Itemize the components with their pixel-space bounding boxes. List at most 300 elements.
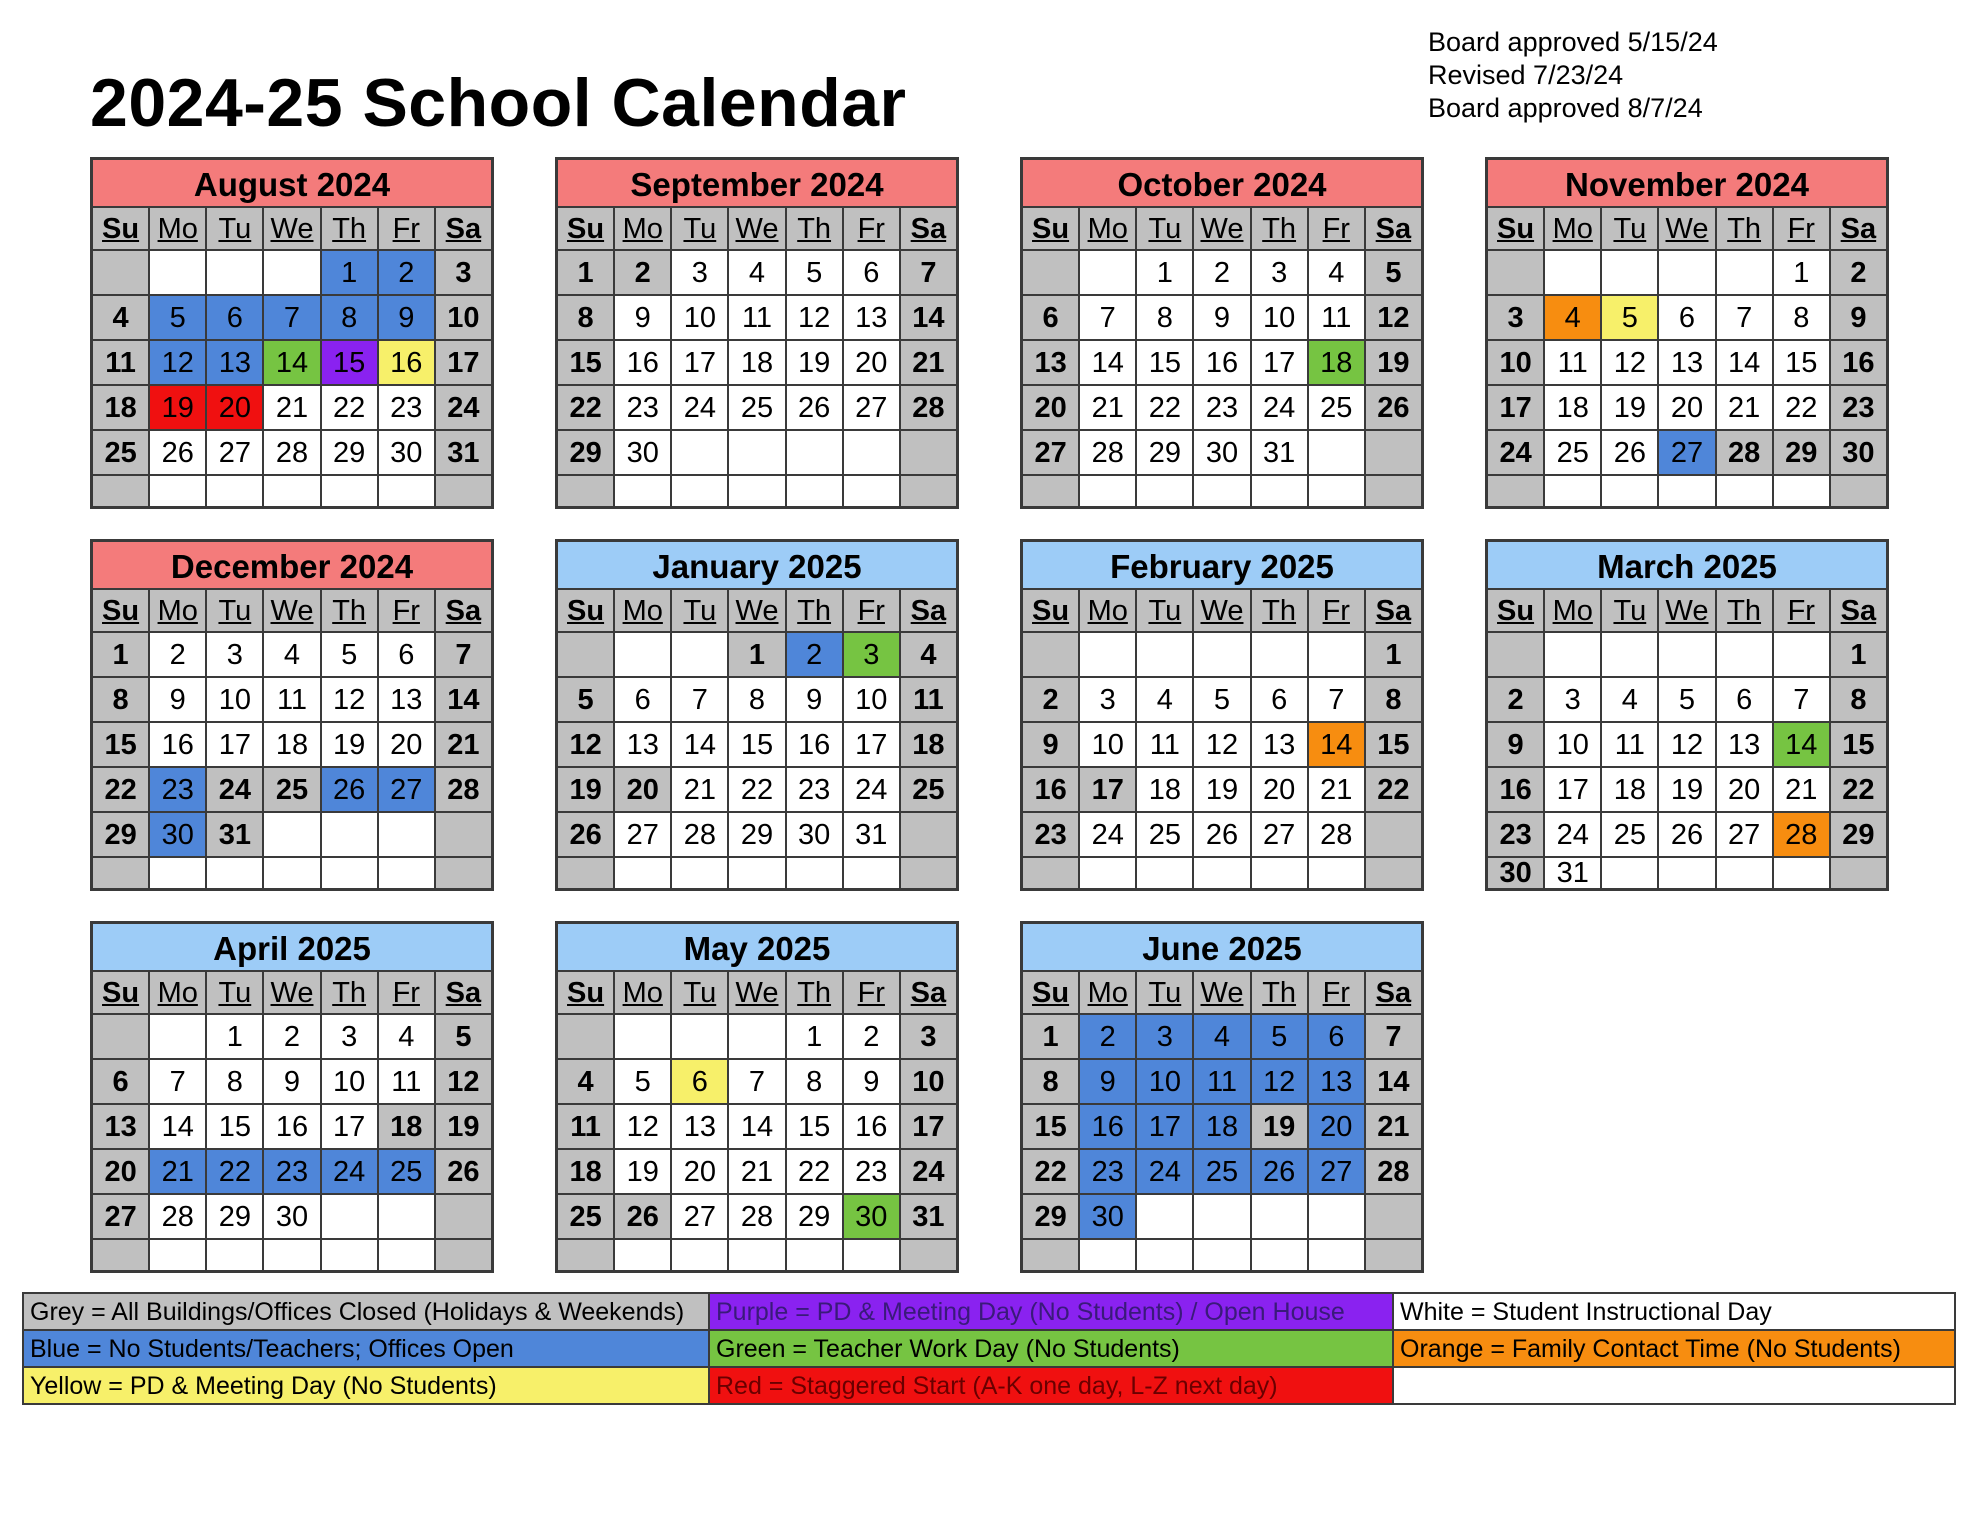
weekday-header: Mo bbox=[1545, 590, 1600, 631]
calendar-day: 27 bbox=[672, 1195, 727, 1238]
empty-day-cell bbox=[436, 1195, 491, 1238]
empty-day-cell bbox=[1366, 858, 1421, 888]
empty-day-cell bbox=[615, 858, 670, 888]
empty-day-cell bbox=[1309, 431, 1364, 474]
empty-day-cell bbox=[558, 1015, 613, 1058]
calendar-day: 4 bbox=[1194, 1015, 1249, 1058]
weekday-header: Mo bbox=[150, 590, 205, 631]
calendar-day: 12 bbox=[558, 723, 613, 766]
calendar-day: 8 bbox=[93, 678, 148, 721]
weekday-header: Th bbox=[787, 590, 842, 631]
calendar-day: 29 bbox=[207, 1195, 262, 1238]
calendar-day: 3 bbox=[901, 1015, 956, 1058]
month-calendar bbox=[90, 539, 494, 891]
calendar-day: 19 bbox=[1659, 768, 1714, 811]
month-calendar bbox=[1020, 157, 1424, 509]
legend-entry: Red = Staggered Start (A-K one day, L-Z next day) bbox=[710, 1368, 1392, 1403]
empty-day-cell bbox=[729, 858, 784, 888]
empty-day-cell bbox=[1309, 1240, 1364, 1270]
calendar-day: 26 bbox=[615, 1195, 670, 1238]
empty-day-cell bbox=[150, 476, 205, 506]
calendar-day: 8 bbox=[729, 678, 784, 721]
weekday-header: Su bbox=[1488, 590, 1543, 631]
calendar-day: 1 bbox=[93, 633, 148, 676]
calendar-day: 2 bbox=[150, 633, 205, 676]
approval-note: Board approved 5/15/24 bbox=[1428, 27, 1718, 57]
calendar-day: 2 bbox=[1080, 1015, 1135, 1058]
weekday-header: Mo bbox=[1080, 972, 1135, 1013]
weekday-header: Tu bbox=[1602, 208, 1657, 249]
empty-day-cell bbox=[1252, 858, 1307, 888]
calendar-day: 22 bbox=[1137, 386, 1192, 429]
weekday-header: Th bbox=[1717, 208, 1772, 249]
empty-day-cell bbox=[1545, 633, 1600, 676]
weekday-header: We bbox=[264, 972, 319, 1013]
calendar-day: 20 bbox=[1659, 386, 1714, 429]
calendar-day: 5 bbox=[615, 1060, 670, 1103]
empty-day-cell bbox=[1488, 633, 1543, 676]
empty-day-cell bbox=[1194, 476, 1249, 506]
empty-day-cell bbox=[672, 858, 727, 888]
day-grid bbox=[558, 208, 956, 506]
calendar-day: 26 bbox=[436, 1150, 491, 1193]
calendar-day: 28 bbox=[1366, 1150, 1421, 1193]
calendar-day: 8 bbox=[1774, 296, 1829, 339]
empty-day-cell bbox=[672, 431, 727, 474]
empty-day-cell bbox=[672, 476, 727, 506]
calendar-day: 10 bbox=[1080, 723, 1135, 766]
empty-day-cell bbox=[844, 476, 899, 506]
day-grid bbox=[93, 590, 491, 888]
weekday-header: Fr bbox=[844, 590, 899, 631]
calendar-day: 18 bbox=[93, 386, 148, 429]
calendar-day: 6 bbox=[672, 1060, 727, 1103]
weekday-header: Fr bbox=[1309, 208, 1364, 249]
weekday-header: Sa bbox=[436, 208, 491, 249]
calendar-day: 14 bbox=[1774, 723, 1829, 766]
calendar-day: 12 bbox=[787, 296, 842, 339]
weekday-header: We bbox=[1194, 590, 1249, 631]
calendar-day: 4 bbox=[901, 633, 956, 676]
calendar-day: 7 bbox=[1774, 678, 1829, 721]
empty-day-cell bbox=[93, 476, 148, 506]
calendar-day: 27 bbox=[844, 386, 899, 429]
calendar-day: 1 bbox=[1023, 1015, 1078, 1058]
calendar-day: 11 bbox=[93, 341, 148, 384]
calendar-day: 25 bbox=[729, 386, 784, 429]
calendar-day: 7 bbox=[150, 1060, 205, 1103]
empty-day-cell bbox=[322, 1195, 377, 1238]
month-title: January 2025 bbox=[558, 542, 956, 590]
calendar-day: 8 bbox=[558, 296, 613, 339]
calendar-day: 12 bbox=[436, 1060, 491, 1103]
calendar-day: 30 bbox=[844, 1195, 899, 1238]
empty-day-cell bbox=[379, 1195, 434, 1238]
month-calendar bbox=[90, 157, 494, 509]
empty-day-cell bbox=[1717, 858, 1772, 888]
calendar-day: 3 bbox=[207, 633, 262, 676]
calendar-day: 14 bbox=[1309, 723, 1364, 766]
calendar-day: 28 bbox=[901, 386, 956, 429]
calendar-day: 10 bbox=[436, 296, 491, 339]
month-title: June 2025 bbox=[1023, 924, 1421, 972]
calendar-day: 17 bbox=[844, 723, 899, 766]
calendar-day: 30 bbox=[1194, 431, 1249, 474]
month-calendar bbox=[90, 921, 494, 1273]
empty-day-cell bbox=[1831, 858, 1886, 888]
empty-day-cell bbox=[322, 813, 377, 856]
calendar-day: 16 bbox=[1023, 768, 1078, 811]
calendar-day: 11 bbox=[558, 1105, 613, 1148]
calendar-day: 14 bbox=[264, 341, 319, 384]
calendar-day: 29 bbox=[93, 813, 148, 856]
calendar-day: 5 bbox=[1659, 678, 1714, 721]
empty-day-cell bbox=[150, 1015, 205, 1058]
month-calendar bbox=[1020, 539, 1424, 891]
empty-day-cell bbox=[1137, 633, 1192, 676]
calendar-day: 7 bbox=[901, 251, 956, 294]
calendar-day: 24 bbox=[436, 386, 491, 429]
calendar-day: 13 bbox=[379, 678, 434, 721]
empty-day-cell bbox=[436, 476, 491, 506]
calendar-day: 23 bbox=[264, 1150, 319, 1193]
weekday-header: Fr bbox=[844, 972, 899, 1013]
weekday-header: Th bbox=[787, 972, 842, 1013]
calendar-day: 20 bbox=[672, 1150, 727, 1193]
weekday-header: Fr bbox=[379, 208, 434, 249]
calendar-day: 28 bbox=[1717, 431, 1772, 474]
weekday-header: Sa bbox=[1366, 590, 1421, 631]
calendar-day: 20 bbox=[1717, 768, 1772, 811]
weekday-header: Mo bbox=[1545, 208, 1600, 249]
calendar-day: 31 bbox=[844, 813, 899, 856]
empty-day-cell bbox=[787, 858, 842, 888]
calendar-day: 8 bbox=[787, 1060, 842, 1103]
color-legend bbox=[22, 1292, 1956, 1405]
empty-day-cell bbox=[1137, 1195, 1192, 1238]
calendar-day: 11 bbox=[1194, 1060, 1249, 1103]
calendar-day: 30 bbox=[264, 1195, 319, 1238]
day-grid bbox=[558, 972, 956, 1270]
calendar-day: 21 bbox=[1309, 768, 1364, 811]
calendar-day: 18 bbox=[1137, 768, 1192, 811]
calendar-day: 21 bbox=[1717, 386, 1772, 429]
calendar-day: 6 bbox=[1309, 1015, 1364, 1058]
calendar-day: 10 bbox=[322, 1060, 377, 1103]
calendar-day: 18 bbox=[379, 1105, 434, 1148]
empty-day-cell bbox=[1602, 476, 1657, 506]
calendar-day: 22 bbox=[1831, 768, 1886, 811]
calendar-day: 14 bbox=[901, 296, 956, 339]
weekday-header: Tu bbox=[207, 208, 262, 249]
empty-day-cell bbox=[322, 858, 377, 888]
calendar-day: 18 bbox=[1602, 768, 1657, 811]
calendar-day: 9 bbox=[787, 678, 842, 721]
calendar-day: 12 bbox=[615, 1105, 670, 1148]
calendar-day: 9 bbox=[844, 1060, 899, 1103]
empty-day-cell bbox=[1309, 476, 1364, 506]
calendar-day: 17 bbox=[1545, 768, 1600, 811]
calendar-day: 9 bbox=[264, 1060, 319, 1103]
legend-entry: Blue = No Students/Teachers; Offices Open bbox=[24, 1331, 708, 1366]
calendar-day: 25 bbox=[901, 768, 956, 811]
calendar-day: 20 bbox=[207, 386, 262, 429]
calendar-day: 9 bbox=[1194, 296, 1249, 339]
weekday-header: Tu bbox=[672, 208, 727, 249]
calendar-day: 19 bbox=[1602, 386, 1657, 429]
empty-day-cell bbox=[150, 858, 205, 888]
calendar-day: 2 bbox=[1194, 251, 1249, 294]
calendar-day: 1 bbox=[322, 251, 377, 294]
empty-day-cell bbox=[1488, 476, 1543, 506]
calendar-day: 23 bbox=[1194, 386, 1249, 429]
calendar-day: 20 bbox=[844, 341, 899, 384]
month-title: April 2025 bbox=[93, 924, 491, 972]
weekday-header: Fr bbox=[1774, 590, 1829, 631]
calendar-day: 26 bbox=[322, 768, 377, 811]
calendar-day: 4 bbox=[1309, 251, 1364, 294]
calendar-day: 24 bbox=[1137, 1150, 1192, 1193]
legend-entry: Yellow = PD & Meeting Day (No Students) bbox=[24, 1368, 708, 1403]
weekday-header: Sa bbox=[1831, 590, 1886, 631]
weekday-header: We bbox=[1194, 208, 1249, 249]
calendar-day: 19 bbox=[322, 723, 377, 766]
calendar-day: 12 bbox=[1366, 296, 1421, 339]
calendar-day: 15 bbox=[558, 341, 613, 384]
empty-day-cell bbox=[1023, 1240, 1078, 1270]
calendar-day: 6 bbox=[1252, 678, 1307, 721]
calendar-day: 21 bbox=[729, 1150, 784, 1193]
calendar-day: 7 bbox=[1080, 296, 1135, 339]
weekday-header: Fr bbox=[1309, 590, 1364, 631]
calendar-day: 16 bbox=[615, 341, 670, 384]
calendar-day: 20 bbox=[1252, 768, 1307, 811]
empty-day-cell bbox=[1137, 476, 1192, 506]
weekday-header: Th bbox=[1252, 590, 1307, 631]
calendar-day: 9 bbox=[615, 296, 670, 339]
calendar-day: 15 bbox=[1831, 723, 1886, 766]
calendar-day: 19 bbox=[436, 1105, 491, 1148]
calendar-day: 4 bbox=[93, 296, 148, 339]
calendar-day: 29 bbox=[1023, 1195, 1078, 1238]
calendar-day: 20 bbox=[93, 1150, 148, 1193]
calendar-day: 27 bbox=[207, 431, 262, 474]
empty-day-cell bbox=[1774, 476, 1829, 506]
calendar-day: 21 bbox=[436, 723, 491, 766]
empty-day-cell bbox=[558, 476, 613, 506]
calendar-day: 2 bbox=[787, 633, 842, 676]
calendar-day: 30 bbox=[615, 431, 670, 474]
calendar-day: 3 bbox=[1080, 678, 1135, 721]
weekday-header: Tu bbox=[207, 972, 262, 1013]
empty-day-cell bbox=[1366, 813, 1421, 856]
calendar-day: 18 bbox=[264, 723, 319, 766]
approval-note: Board approved 8/7/24 bbox=[1428, 93, 1703, 123]
calendar-day: 1 bbox=[1831, 633, 1886, 676]
calendar-day: 9 bbox=[150, 678, 205, 721]
calendar-day: 7 bbox=[729, 1060, 784, 1103]
weekday-header: Su bbox=[558, 972, 613, 1013]
empty-day-cell bbox=[1717, 633, 1772, 676]
calendar-day: 29 bbox=[787, 1195, 842, 1238]
calendar-day: 6 bbox=[379, 633, 434, 676]
empty-day-cell bbox=[615, 476, 670, 506]
weekday-header: Fr bbox=[379, 590, 434, 631]
empty-day-cell bbox=[322, 476, 377, 506]
calendar-day: 6 bbox=[207, 296, 262, 339]
calendar-day: 1 bbox=[729, 633, 784, 676]
calendar-day: 24 bbox=[672, 386, 727, 429]
calendar-day: 25 bbox=[558, 1195, 613, 1238]
empty-day-cell bbox=[672, 1240, 727, 1270]
calendar-day: 3 bbox=[436, 251, 491, 294]
empty-day-cell bbox=[1023, 476, 1078, 506]
empty-day-cell bbox=[729, 476, 784, 506]
calendar-day: 26 bbox=[1252, 1150, 1307, 1193]
empty-day-cell bbox=[1194, 858, 1249, 888]
empty-day-cell bbox=[1831, 476, 1886, 506]
month-title: December 2024 bbox=[93, 542, 491, 590]
weekday-header: Mo bbox=[150, 208, 205, 249]
empty-day-cell bbox=[207, 858, 262, 888]
calendar-day: 17 bbox=[901, 1105, 956, 1148]
calendar-day: 4 bbox=[379, 1015, 434, 1058]
day-grid bbox=[558, 590, 956, 888]
calendar-day: 18 bbox=[729, 341, 784, 384]
calendar-day: 22 bbox=[93, 768, 148, 811]
legend-entry: Orange = Family Contact Time (No Students) bbox=[1394, 1331, 1954, 1366]
calendar-day: 17 bbox=[1080, 768, 1135, 811]
calendar-day: 25 bbox=[1602, 813, 1657, 856]
calendar-day: 27 bbox=[1309, 1150, 1364, 1193]
empty-day-cell bbox=[207, 476, 262, 506]
weekday-header: Tu bbox=[1137, 590, 1192, 631]
calendar-day: 4 bbox=[1602, 678, 1657, 721]
day-grid bbox=[1023, 590, 1421, 888]
calendar-day: 15 bbox=[1023, 1105, 1078, 1148]
empty-day-cell bbox=[150, 1240, 205, 1270]
empty-day-cell bbox=[207, 1240, 262, 1270]
empty-day-cell bbox=[264, 858, 319, 888]
calendar-day: 31 bbox=[1545, 858, 1600, 888]
empty-day-cell bbox=[615, 1015, 670, 1058]
calendar-day: 25 bbox=[1545, 431, 1600, 474]
calendar-day: 28 bbox=[436, 768, 491, 811]
empty-day-cell bbox=[1137, 858, 1192, 888]
empty-day-cell bbox=[1137, 1240, 1192, 1270]
weekday-header: Su bbox=[558, 590, 613, 631]
day-grid bbox=[1488, 208, 1886, 506]
calendar-day: 16 bbox=[1194, 341, 1249, 384]
calendar-day: 30 bbox=[1080, 1195, 1135, 1238]
calendar-day: 6 bbox=[1717, 678, 1772, 721]
calendar-day: 6 bbox=[1659, 296, 1714, 339]
empty-day-cell bbox=[1366, 431, 1421, 474]
empty-day-cell bbox=[901, 476, 956, 506]
calendar-day: 8 bbox=[1137, 296, 1192, 339]
weekday-header: Fr bbox=[379, 972, 434, 1013]
calendar-day: 18 bbox=[1309, 341, 1364, 384]
calendar-day: 21 bbox=[901, 341, 956, 384]
empty-day-cell bbox=[264, 813, 319, 856]
calendar-day: 30 bbox=[379, 431, 434, 474]
calendar-day: 23 bbox=[1080, 1150, 1135, 1193]
month-calendar bbox=[1485, 157, 1889, 509]
calendar-day: 20 bbox=[379, 723, 434, 766]
calendar-day: 16 bbox=[1488, 768, 1543, 811]
empty-day-cell bbox=[207, 251, 262, 294]
empty-day-cell bbox=[615, 1240, 670, 1270]
empty-day-cell bbox=[379, 476, 434, 506]
empty-day-cell bbox=[901, 813, 956, 856]
month-calendar bbox=[555, 157, 959, 509]
weekday-header: Sa bbox=[436, 972, 491, 1013]
month-title: October 2024 bbox=[1023, 160, 1421, 208]
calendar-day: 23 bbox=[150, 768, 205, 811]
calendar-day: 5 bbox=[150, 296, 205, 339]
calendar-day: 10 bbox=[207, 678, 262, 721]
month-calendar bbox=[1485, 539, 1889, 891]
weekday-header: Mo bbox=[150, 972, 205, 1013]
calendar-day: 12 bbox=[1659, 723, 1714, 766]
month-title: August 2024 bbox=[93, 160, 491, 208]
calendar-day: 14 bbox=[1717, 341, 1772, 384]
calendar-day: 19 bbox=[787, 341, 842, 384]
calendar-day: 4 bbox=[558, 1060, 613, 1103]
calendar-day: 19 bbox=[150, 386, 205, 429]
weekday-header: Mo bbox=[615, 590, 670, 631]
empty-day-cell bbox=[844, 1240, 899, 1270]
legend-entry: Purple = PD & Meeting Day (No Students) / Open House bbox=[710, 1294, 1392, 1329]
empty-day-cell bbox=[1252, 1240, 1307, 1270]
calendar-day: 25 bbox=[1194, 1150, 1249, 1193]
calendar-day: 31 bbox=[207, 813, 262, 856]
calendar-day: 30 bbox=[1488, 858, 1543, 888]
calendar-day: 2 bbox=[379, 251, 434, 294]
calendar-day: 30 bbox=[1831, 431, 1886, 474]
empty-day-cell bbox=[1023, 633, 1078, 676]
empty-day-cell bbox=[844, 431, 899, 474]
calendar-day: 13 bbox=[672, 1105, 727, 1148]
weekday-header: Th bbox=[1252, 972, 1307, 1013]
empty-day-cell bbox=[1194, 633, 1249, 676]
calendar-day: 11 bbox=[901, 678, 956, 721]
weekday-header: Tu bbox=[672, 972, 727, 1013]
weekday-header: Sa bbox=[901, 590, 956, 631]
weekday-header: Th bbox=[1252, 208, 1307, 249]
weekday-header: We bbox=[1659, 590, 1714, 631]
month-title: February 2025 bbox=[1023, 542, 1421, 590]
month-calendar bbox=[555, 921, 959, 1273]
calendar-day: 2 bbox=[264, 1015, 319, 1058]
calendar-day: 13 bbox=[1659, 341, 1714, 384]
calendar-day: 10 bbox=[844, 678, 899, 721]
empty-day-cell bbox=[901, 1240, 956, 1270]
empty-day-cell bbox=[1252, 633, 1307, 676]
weekday-header: Su bbox=[93, 590, 148, 631]
weekday-header: Th bbox=[787, 208, 842, 249]
weekday-header: Su bbox=[1023, 972, 1078, 1013]
empty-day-cell bbox=[264, 251, 319, 294]
calendar-day: 17 bbox=[1137, 1105, 1192, 1148]
empty-day-cell bbox=[1545, 251, 1600, 294]
calendar-day: 18 bbox=[558, 1150, 613, 1193]
empty-day-cell bbox=[1309, 858, 1364, 888]
weekday-header: Th bbox=[322, 208, 377, 249]
calendar-day: 15 bbox=[93, 723, 148, 766]
calendar-day: 11 bbox=[1137, 723, 1192, 766]
empty-day-cell bbox=[1023, 251, 1078, 294]
